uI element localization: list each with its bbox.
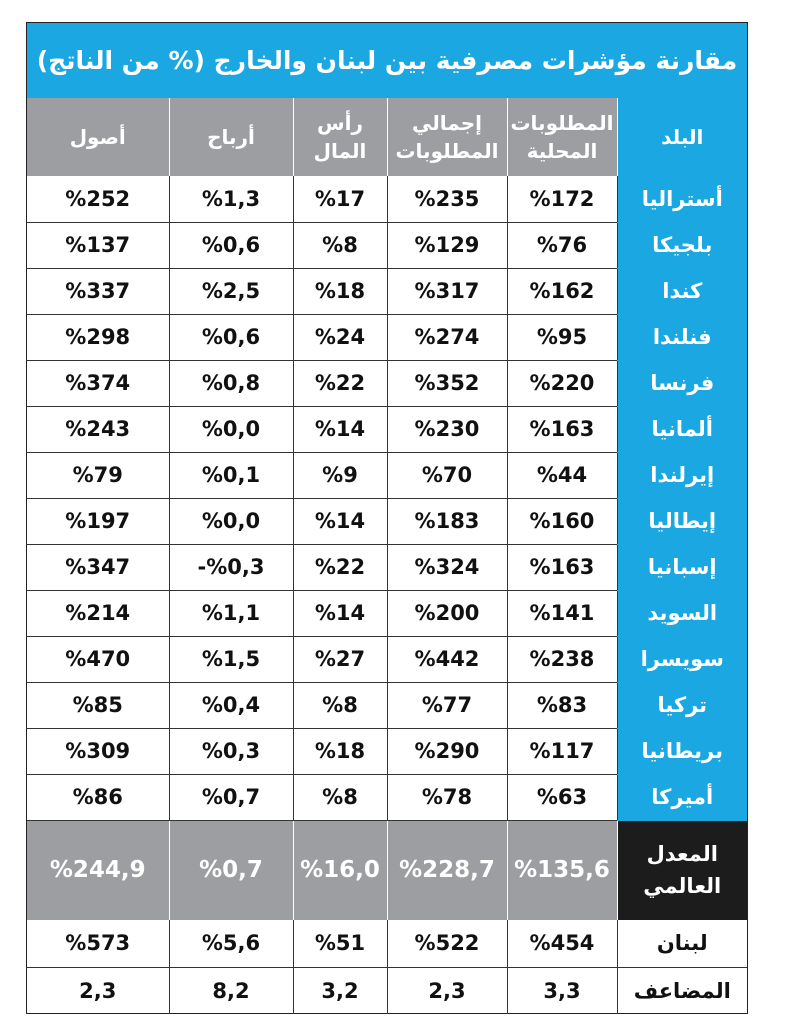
cell-country: السويد — [617, 590, 747, 636]
cell-assets: %347 — [27, 544, 169, 590]
multiplier-profits: 8,2 — [169, 967, 293, 1014]
cell-assets: %79 — [27, 452, 169, 498]
cell-capital: %9 — [293, 452, 387, 498]
cell-profits: %0,8 — [169, 360, 293, 406]
cell-assets: %86 — [27, 774, 169, 820]
cell-profits: %0,6 — [169, 314, 293, 360]
table-row — [27, 314, 747, 360]
table-row — [27, 774, 747, 820]
cell-assets: %197 — [27, 498, 169, 544]
header-total-liabilities: إجمالي المطلوبات — [387, 98, 507, 176]
cell-capital: %14 — [293, 590, 387, 636]
cell-local: %163 — [507, 544, 617, 590]
cell-total: %70 — [387, 452, 507, 498]
table-row — [27, 268, 747, 314]
cell-profits: %0,1 — [169, 452, 293, 498]
cell-capital: %8 — [293, 222, 387, 268]
average-capital: %16,0 — [293, 820, 387, 920]
header-assets: أصول — [27, 98, 169, 176]
header-row — [27, 98, 747, 176]
cell-total: %324 — [387, 544, 507, 590]
cell-country: تركيا — [617, 682, 747, 728]
cell-profits: %0,6 — [169, 222, 293, 268]
cell-total: %183 — [387, 498, 507, 544]
cell-profits: %0,3 — [169, 728, 293, 774]
table-row — [27, 452, 747, 498]
multiplier-local: 3,3 — [507, 967, 617, 1014]
cell-capital: %24 — [293, 314, 387, 360]
table-row — [27, 176, 747, 222]
table-row — [27, 728, 747, 774]
cell-profits: %2,5 — [169, 268, 293, 314]
cell-profits: %1,1 — [169, 590, 293, 636]
world-average-row — [27, 820, 747, 920]
cell-local: %238 — [507, 636, 617, 682]
multiplier-row — [27, 967, 747, 1014]
cell-local: %44 — [507, 452, 617, 498]
cell-local: %172 — [507, 176, 617, 222]
cell-local: %220 — [507, 360, 617, 406]
table-frame — [26, 22, 748, 1014]
cell-capital: %22 — [293, 360, 387, 406]
cell-capital: %18 — [293, 728, 387, 774]
cell-capital: %27 — [293, 636, 387, 682]
cell-country: أستراليا — [617, 176, 747, 222]
cell-country: إيطاليا — [617, 498, 747, 544]
average-assets: %244,9 — [27, 820, 169, 920]
cell-assets: %85 — [27, 682, 169, 728]
header-country: البلد — [617, 98, 747, 176]
cell-local: %95 — [507, 314, 617, 360]
cell-local: %83 — [507, 682, 617, 728]
cell-profits: %1,5 — [169, 636, 293, 682]
lebanon-total: %522 — [387, 920, 507, 967]
average-total: %228,7 — [387, 820, 507, 920]
cell-total: %352 — [387, 360, 507, 406]
cell-assets: %214 — [27, 590, 169, 636]
cell-assets: %337 — [27, 268, 169, 314]
cell-country: فرنسا — [617, 360, 747, 406]
cell-country: سويسرا — [617, 636, 747, 682]
cell-capital: %14 — [293, 406, 387, 452]
cell-country: إيرلندا — [617, 452, 747, 498]
cell-assets: %470 — [27, 636, 169, 682]
cell-country: أميركا — [617, 774, 747, 820]
cell-profits: %0,3- — [169, 544, 293, 590]
cell-local: %160 — [507, 498, 617, 544]
lebanon-profits: %5,6 — [169, 920, 293, 967]
lebanon-row — [27, 920, 747, 967]
cell-total: %200 — [387, 590, 507, 636]
cell-assets: %137 — [27, 222, 169, 268]
cell-capital: %8 — [293, 774, 387, 820]
cell-country: إسبانيا — [617, 544, 747, 590]
cell-capital: %8 — [293, 682, 387, 728]
cell-total: %274 — [387, 314, 507, 360]
cell-country: بريطانيا — [617, 728, 747, 774]
table-row — [27, 590, 747, 636]
banking-indicators-table — [27, 98, 747, 1014]
table-row — [27, 360, 747, 406]
cell-assets: %374 — [27, 360, 169, 406]
table-row — [27, 682, 747, 728]
lebanon-assets: %573 — [27, 920, 169, 967]
cell-country: ألمانيا — [617, 406, 747, 452]
cell-profits: %0,0 — [169, 498, 293, 544]
cell-total: %77 — [387, 682, 507, 728]
header-local-liabilities: المطلوبات المحلية — [507, 98, 617, 176]
cell-capital: %22 — [293, 544, 387, 590]
table-row — [27, 544, 747, 590]
cell-local: %63 — [507, 774, 617, 820]
cell-total: %290 — [387, 728, 507, 774]
cell-country: فنلندا — [617, 314, 747, 360]
header-capital: رأس المال — [293, 98, 387, 176]
table-title: مقارنة مؤشرات مصرفية بين لبنان والخارج (% من الناتج) — [27, 23, 747, 98]
cell-total: %235 — [387, 176, 507, 222]
cell-assets: %309 — [27, 728, 169, 774]
multiplier-assets: 2,3 — [79, 978, 117, 1003]
table-row — [27, 498, 747, 544]
cell-profits: %0,7 — [169, 774, 293, 820]
cell-local: %141 — [507, 590, 617, 636]
average-local: %135,6 — [507, 820, 617, 920]
cell-assets: %243 — [27, 406, 169, 452]
average-profits: %0,7 — [169, 820, 293, 920]
cell-profits: %0,0 — [169, 406, 293, 452]
cell-total: %230 — [387, 406, 507, 452]
cell-local: %163 — [507, 406, 617, 452]
table-row — [27, 636, 747, 682]
cell-capital: %17 — [293, 176, 387, 222]
cell-country: كندا — [617, 268, 747, 314]
average-label: المعدل العالمي — [617, 820, 747, 920]
cell-total: %442 — [387, 636, 507, 682]
cell-total: %317 — [387, 268, 507, 314]
cell-local: %117 — [507, 728, 617, 774]
cell-local: %162 — [507, 268, 617, 314]
cell-assets: %298 — [27, 314, 169, 360]
cell-total: %78 — [387, 774, 507, 820]
cell-local: %76 — [507, 222, 617, 268]
multiplier-total: 2,3 — [387, 967, 507, 1014]
lebanon-label: لبنان — [617, 920, 747, 967]
table-row — [27, 222, 747, 268]
header-profits: أرباح — [169, 98, 293, 176]
table-row — [27, 406, 747, 452]
cell-assets: %252 — [27, 176, 169, 222]
multiplier-capital: 3,2 — [293, 967, 387, 1014]
cell-capital: %14 — [293, 498, 387, 544]
lebanon-local: %454 — [507, 920, 617, 967]
cell-total: %129 — [387, 222, 507, 268]
lebanon-capital: %51 — [293, 920, 387, 967]
cell-profits: %0,4 — [169, 682, 293, 728]
cell-country: بلجيكا — [617, 222, 747, 268]
cell-profits: %1,3 — [169, 176, 293, 222]
cell-capital: %18 — [293, 268, 387, 314]
multiplier-label: المضاعف — [617, 967, 747, 1014]
